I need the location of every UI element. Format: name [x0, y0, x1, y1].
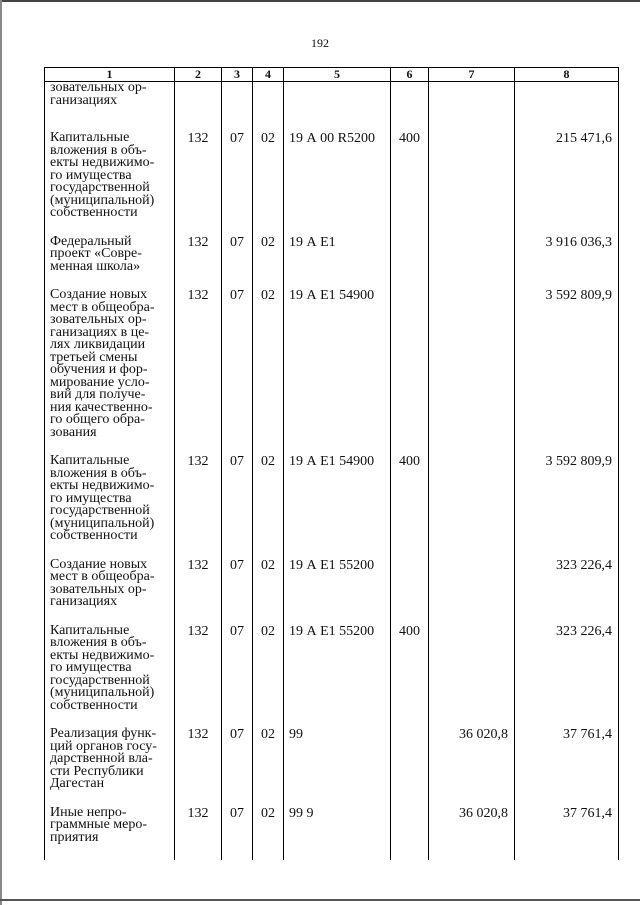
column-header: 6 [391, 68, 429, 82]
item-name-cell [45, 622, 175, 729]
item-name-line: ганизациях [50, 92, 118, 108]
expense-type-cell [391, 82, 429, 133]
page-bottom-edge [0, 899, 640, 901]
item-name-cell [45, 556, 175, 625]
item-name-cell [45, 455, 175, 559]
amount-col8-cell: 323 226,4 [515, 625, 619, 729]
item-name-line: зовательных ор- [50, 312, 147, 327]
item-name-line: мест в общеобра- [50, 569, 155, 584]
section-code-cell [222, 82, 253, 133]
target-article-cell: 19 А Е1 55200 [284, 625, 391, 729]
expense-type-cell: 400 [391, 625, 429, 729]
target-article-cell: 19 А 00 R5200 [284, 132, 391, 236]
item-name-line: (муниципальной) [50, 192, 155, 208]
agency-code-cell: 132 [175, 289, 222, 455]
table-row [45, 289, 619, 455]
expense-type-cell [391, 236, 429, 290]
target-article-cell: 19 А Е1 54900 [284, 289, 391, 455]
item-name-line: Реализация функ- [50, 726, 157, 741]
amount-col7-cell [429, 559, 515, 625]
item-name-line: государственной [50, 503, 150, 518]
agency-code-cell: 132 [175, 728, 222, 807]
item-name-line: собственности [50, 697, 138, 713]
item-name-line: зовательных ор- [50, 80, 147, 95]
table-row [45, 82, 619, 133]
item-name-line: граммные меро- [50, 817, 148, 832]
expense-type-cell [391, 289, 429, 455]
item-name-line: ния качественно- [50, 399, 153, 415]
item-name-cell [45, 233, 175, 290]
item-name-cell [45, 728, 175, 807]
column-header: 3 [222, 68, 253, 82]
agency-code-cell: 132 [175, 236, 222, 290]
amount-col7-cell [429, 236, 515, 290]
item-name-line: го общего обра- [50, 412, 145, 427]
amount-col7-cell: 36 020,8 [429, 807, 515, 861]
table-row [45, 132, 619, 236]
item-name-line: (муниципальной) [50, 515, 155, 531]
subsection-code-cell: 02 [253, 625, 284, 729]
target-article-cell: 99 [284, 728, 391, 807]
item-name-line: государственной [50, 672, 150, 688]
amount-col8-cell: 3 916 036,3 [515, 236, 619, 290]
item-name-line: Создание новых [50, 556, 148, 572]
amount-col8-cell: 37 761,4 [515, 807, 619, 861]
item-name-cell [45, 289, 175, 455]
agency-code-cell: 132 [175, 559, 222, 625]
item-name-line: Федеральный [50, 233, 132, 249]
section-code-cell: 07 [222, 559, 253, 625]
item-name-line: екты недвижимо- [50, 155, 155, 170]
item-name-line: вложения в объ- [50, 465, 147, 481]
item-name-line: вложения в объ- [50, 142, 147, 158]
amount-col7-cell [429, 455, 515, 559]
column-header: 2 [175, 68, 222, 82]
item-name-cell [45, 804, 175, 861]
subsection-code-cell: 02 [253, 728, 284, 807]
column-header: 1 [45, 68, 175, 82]
item-name-line: ганизациях в це- [50, 324, 150, 340]
section-code-cell: 07 [222, 289, 253, 455]
expense-type-cell: 400 [391, 455, 429, 559]
item-name-line: го имущества [50, 167, 132, 183]
item-name-line: проект «Совре- [50, 246, 142, 261]
agency-code-cell [175, 82, 222, 133]
section-code-cell: 07 [222, 455, 253, 559]
column-header: 8 [515, 68, 619, 82]
amount-col7-cell [429, 132, 515, 236]
item-name-line: обучения и фор- [50, 362, 148, 377]
subsection-code-cell: 02 [253, 455, 284, 559]
item-name-line: зования [50, 424, 97, 440]
amount-col7-cell: 36 020,8 [429, 728, 515, 807]
page-number: 192 [311, 36, 329, 50]
item-name-line: ций органов госу- [50, 738, 157, 754]
item-name-line: собственности [50, 528, 138, 543]
page-top-edge [0, 0, 640, 2]
subsection-code-cell: 02 [253, 289, 284, 455]
budget-table-container [44, 67, 619, 860]
subsection-code-cell: 02 [253, 807, 284, 861]
subsection-code-cell: 02 [253, 559, 284, 625]
item-name-line: лях ликвидации [50, 337, 146, 352]
item-name-line: Создание новых [50, 287, 148, 302]
item-name-line: вложения в объ- [50, 635, 147, 650]
item-name-line: менная школа» [50, 258, 141, 274]
item-name-line: го имущества [50, 660, 132, 675]
section-code-cell: 07 [222, 625, 253, 729]
item-name-line: мест в общеобра- [50, 299, 155, 315]
agency-code-cell: 132 [175, 625, 222, 729]
amount-col7-cell [429, 82, 515, 133]
subsection-code-cell: 02 [253, 132, 284, 236]
item-name-line: ганизациях [50, 594, 118, 609]
amount-col8-cell: 3 592 809,9 [515, 289, 619, 455]
section-code-cell: 07 [222, 807, 253, 861]
subsection-code-cell [253, 82, 284, 133]
item-name-cell [45, 132, 175, 236]
table-row [45, 455, 619, 559]
item-name-line: екты недвижимо- [50, 478, 155, 493]
target-article-cell: 99 9 [284, 807, 391, 861]
expense-type-cell: 400 [391, 132, 429, 236]
agency-code-cell: 132 [175, 807, 222, 861]
table-row [45, 807, 619, 861]
expense-type-cell [391, 728, 429, 807]
item-name-line: дарственной вла- [50, 751, 153, 766]
item-name-line: Капитальные [50, 130, 130, 145]
expense-type-cell [391, 559, 429, 625]
amount-col7-cell [429, 625, 515, 729]
amount-col7-cell [429, 289, 515, 455]
column-header: 7 [429, 68, 515, 82]
item-name-cell [45, 82, 175, 133]
expense-type-cell [391, 807, 429, 861]
table-row [45, 625, 619, 729]
subsection-code-cell: 02 [253, 236, 284, 290]
item-name-line: приятия [50, 829, 99, 845]
column-header: 4 [253, 68, 284, 82]
item-name-line: вий для получе- [50, 387, 146, 402]
item-name-line: зовательных ор- [50, 581, 147, 597]
agency-code-cell: 132 [175, 455, 222, 559]
item-name-line: екты недвижимо- [50, 647, 155, 663]
item-name-line: Дагестан [50, 776, 105, 791]
item-name-line: Капитальные [50, 622, 130, 638]
target-article-cell: 19 А Е1 55200 [284, 559, 391, 625]
item-name-line: сти Республики [50, 763, 144, 779]
amount-col8-cell: 37 761,4 [515, 728, 619, 807]
column-header: 5 [284, 68, 391, 82]
amount-col8-cell: 3 592 809,9 [515, 455, 619, 559]
table-row [45, 559, 619, 625]
agency-code-cell: 132 [175, 132, 222, 236]
item-name-line: государственной [50, 180, 150, 195]
section-code-cell: 07 [222, 132, 253, 236]
target-article-cell [284, 82, 391, 133]
amount-col8-cell: 323 226,4 [515, 559, 619, 625]
item-name-line: мирование усло- [50, 374, 150, 390]
item-name-line: Капитальные [50, 453, 130, 468]
target-article-cell: 19 А Е1 54900 [284, 455, 391, 559]
section-code-cell: 07 [222, 728, 253, 807]
table-row [45, 236, 619, 290]
table-row [45, 728, 619, 807]
item-name-line: Иные непро- [50, 804, 127, 820]
target-article-cell: 19 А Е1 [284, 236, 391, 290]
item-name-line: собственности [50, 205, 138, 220]
item-name-line: го имущества [50, 490, 132, 506]
item-name-line: третьей смены [50, 349, 138, 365]
amount-col8-cell: 215 471,6 [515, 132, 619, 236]
item-name-line: (муниципальной) [50, 685, 155, 700]
budget-table [44, 67, 619, 860]
section-code-cell: 07 [222, 236, 253, 290]
page-left-edge [0, 0, 2, 905]
amount-col8-cell [515, 82, 619, 133]
